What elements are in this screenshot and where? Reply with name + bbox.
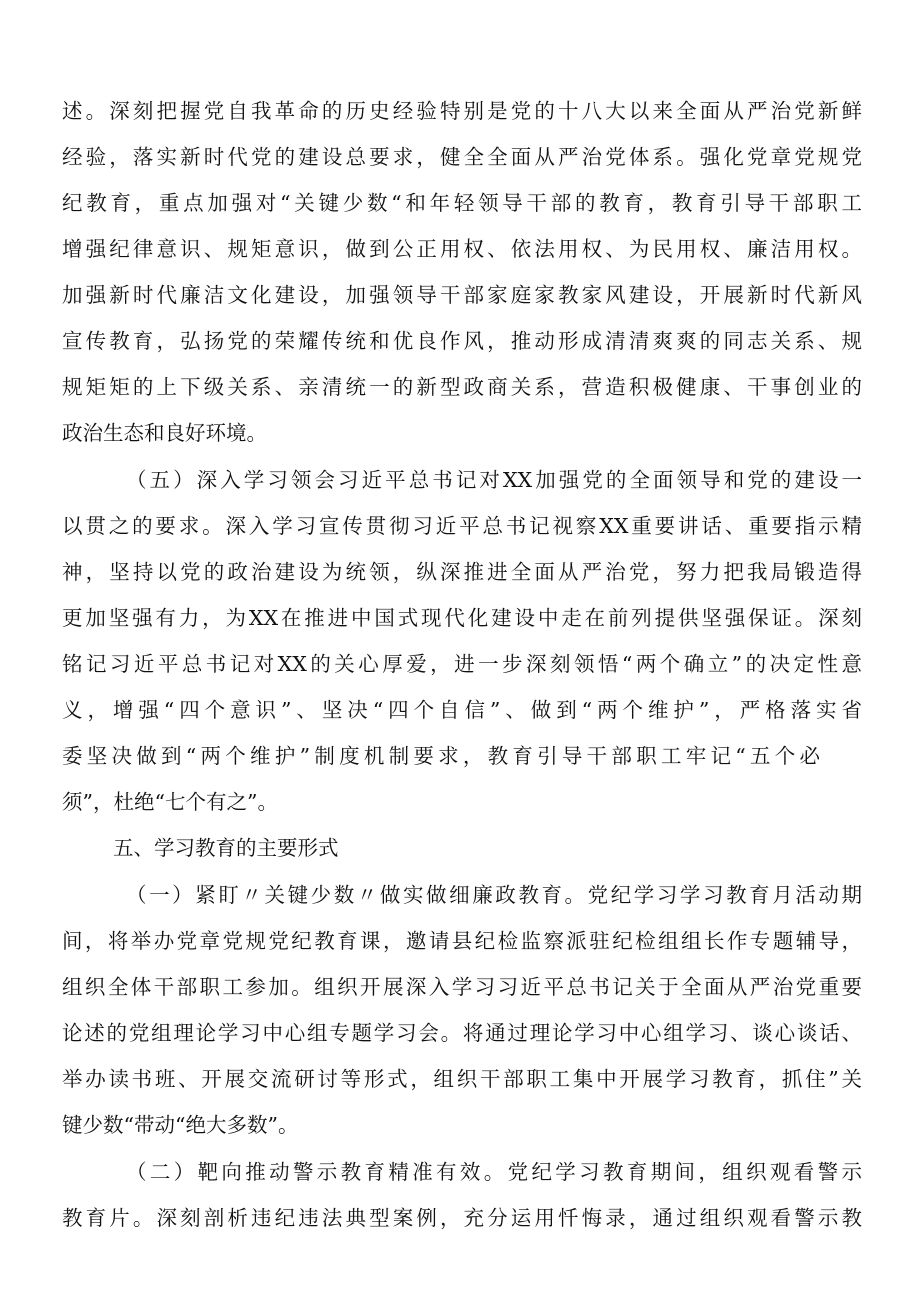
text-line: 规矩矩的上下级关系、亲清统一的新型政商关系，营造积极健康、干事创业的 xyxy=(62,375,862,399)
text-line: 举办读书班、开展交流研讨等形式，组织干部职工集中开展学习教育，抓住”关 xyxy=(62,1067,862,1091)
text-line: 神，坚持以党的政治建设为统领，纵深推进全面从严治党，努力把我局锻造得 xyxy=(62,560,862,584)
section-heading-2: （二）靶向推动警示教育精准有效。党纪学习教育期间，组织观看警示 xyxy=(126,1160,862,1184)
text-line: 间，将举办党章党规党纪教育课，邀请县纪检监察派驻纪检组组长作专题辅导， xyxy=(62,929,862,953)
text-line: 须”，杜绝“七个有之”。 xyxy=(62,790,278,814)
text-line: 义，增强“四个意识”、坚决“四个自信”、做到“两个维护”，严格落实省 xyxy=(62,698,862,722)
text-line: 增强纪律意识、规矩意识，做到公正用权、依法用权、为民用权、廉洁用权。 xyxy=(62,237,862,261)
text-line: 键少数“带动“绝大多数”。 xyxy=(62,1113,299,1137)
text-line: 铭记习近平总书记对XX的关心厚爱，进一步深刻领悟“两个确立”的决定性意 xyxy=(62,652,862,676)
text-line: 述。深刻把握党自我革命的历史经验特别是党的十八大以来全面从严治党新鲜 xyxy=(62,99,862,123)
text-line: 纪教育，重点加强对“关键少数“和年轻领导干部的教育，教育引导干部职工 xyxy=(62,191,862,215)
text-line: 加强新时代廉洁文化建设，加强领导干部家庭家教家风建设，开展新时代新风 xyxy=(62,283,862,307)
text-line: 组织全体干部职工参加。组织开展深入学习习近平总书记关于全面从严治党重要 xyxy=(62,975,862,999)
text-line: 教育片。深刻剖析违纪违法典型案例，充分运用忏悔录，通过组织观看警示教 xyxy=(62,1206,862,1230)
text-line: 更加坚强有力，为XX在推进中国式现代化建设中走在前列提供坚强保证。深刻 xyxy=(62,606,862,630)
section-heading-5: （五）深入学习领会习近平总书记对XX加强党的全面领导和党的建设一 xyxy=(126,468,862,492)
text-line: 政治生态和良好环境。 xyxy=(62,421,267,445)
text-line: 论述的党组理论学习中心组专题学习会。将通过理论学习中心组学习、谈心谈话、 xyxy=(62,1021,862,1045)
chapter-heading: 五、学习教育的主要形式 xyxy=(113,836,339,860)
text-line: 以贯之的要求。深入学习宣传贯彻习近平总书记视察XX重要讲话、重要指示精 xyxy=(62,514,862,538)
text-line: 经验，落实新时代党的建设总要求，健全全面从严治党体系。强化党章党规党 xyxy=(62,145,862,169)
section-heading-1: （一）紧盯〃关键少数〃做实做细廉政教育。党纪学习学习教育月活动期 xyxy=(126,883,862,907)
text-line: 委坚决做到“两个维护”制度机制要求，教育引导干部职工牢记“五个必 xyxy=(62,744,820,768)
text-line: 宣传教育，弘扬党的荣耀传统和优良作风，推动形成清清爽爽的同志关系、规 xyxy=(62,329,862,353)
